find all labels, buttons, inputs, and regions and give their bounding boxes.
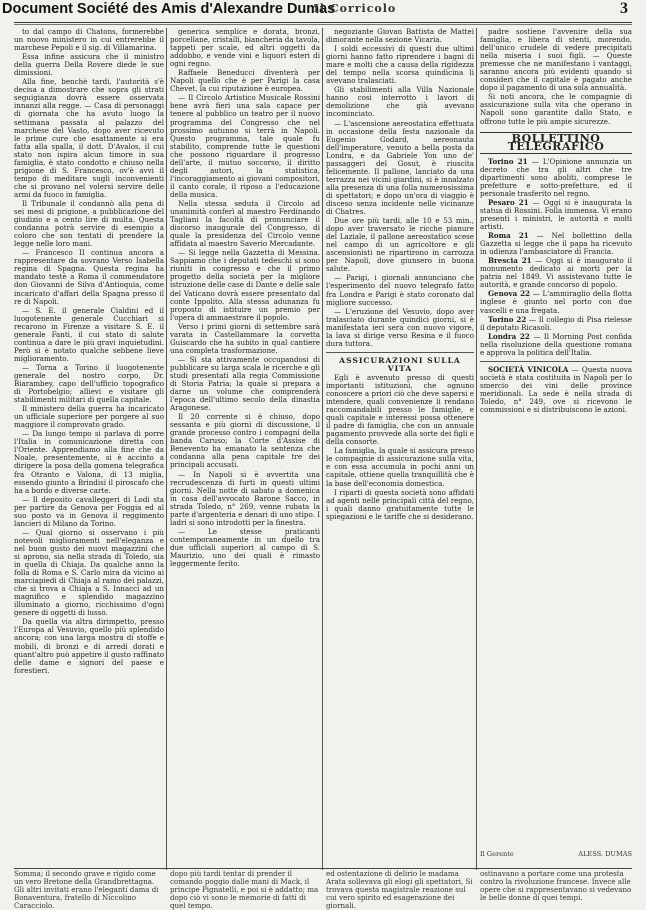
paragraph: Egli è avvenuto presso di questi importanti istituzioni, che ognuno conoscere a priori ciò che deve sapersi e intendere, quali convenienze li rendano raccomandabili presso le famiglie, e quali capitale e interessi possa ottenere il padre di famiglia, che con un annuale pagamento provvede alla sorte dei figli e della consorte. [326,372,474,447]
paragraph: Verso i primi giorni di settembre sarà varata in Castellammare la corvetta Guiscardo che ha subito in qual cantiere una completa trasformazione. [170,321,320,355]
paragraph: Si noti ancora, che le compagnie di assicurazione sulla vita che operano in Napoli sono garantite dallo Stato, e offrono tutte le più ampie sicurezze. [480,92,632,126]
paragraph: Nella stessa seduta il Circolo ad unanimità conferì al maestro Ferdinando Tagliani la facoltà di pronunciare il discorso inaugurale del Congresso, di quale la presidenza del Circolo venne affidata al maestro Saverio Mercadante. [170,198,320,249]
document-title: Document Société des Amis d'Alexandre Dumas [2,1,336,17]
telegraph-bulletin-heading: BOLLETTINO TELEGRAFICO [480,132,632,154]
paragraph: — S. E. il generale Cialdini ed il luogotenente generale Cucchiari si recarono in Firenze a visitare S. E. il generale Fanti, il cui stato di salute continua a dare le più gravi inquietudini. Però si è notato qualche sebbene lieve miglioramento. [14,305,164,363]
author-signature: ALESS. DUMAS [578,850,632,858]
feuilleton-col-4: ostinavano a portare come una protesta contro la rivoluzione francese. Invece alle opere che si rappresentavano si vedevano le belle donne di quei tempi. [480,869,632,902]
bulletin-item [480,158,632,198]
bulletin-text: — Il collegio di Pisa rielesse il deputato Ricasoli. [480,314,632,332]
section-separator [480,361,632,362]
bulletin-text: — L'ammiraglio della flotta inglese è giunto nel porto con due vascelli e una fregata. [480,289,632,315]
paragraph: — In Napoli si è avvertita una recrudescenza di furti in questi ultimi giorni. Nella notte di sabato a domenica in casa dell'avvocato Barone Sacco, in strada Toledo, n° 269, venne rubata la parte d'argenteria e denari di uno stipo. I ladri si sono introdotti per la finestra. [170,469,320,527]
bulletin-item [480,257,632,289]
society-text: Questa nuova società è stata costituita in Napoli per lo smercio dei vini delle province meridionali. La sede è nella strada di Toledo, n° 249, ove si ricevono le commissioni e si distribuiscono le azioni. [480,364,633,415]
paragraph: — Qual giorno si osservano i più notevoli miglioramenti nell'eleganza e nel buon gusto dei nuovi magazzini che si aprono, sia nella strada di Toledo, sia in quella di Chiaja. Da qualche anno la folla di Roma e S. Carlo mira da vicino ai marciapiedi di Chiaja al ramo dei palazzi, che si trova a Chiaja a S. Innacci ad un magnifico e splendido magazzino illuminato a giorno, ricchissimo d'ogni genere di oggetti di lusso. [14,527,164,618]
paragraph: Il 20 corrente si è chiuso, dopo sessanta e più giorni di discussione, il grande processo contro i compagni della banda Caruso; la Corte d'Assise di Benevento ha emanato la sentenza che condanna alla pena capitale tre dei principali accusati. [170,412,320,470]
paragraph: — Le stesse praticanti contemporaneamente in un duello tra due ufficiali superiori al campo di S. Maurizio, uno dei quali è rimasto leggermente ferito. [170,526,320,569]
column-divider [166,28,167,870]
paragraph: negoziante Giovan Battista de Mattei dimorante nella sezione Vicaria. [326,27,474,45]
society-notice: SOCIETÀ VINICOLA — Questa nuova società è stata costituita in Napoli per lo smercio dei vini delle province meridionali. La sede è nella strada di Toledo, n° 249, ove si ricevono le commissioni e si distribuiscono le azioni. [480,364,633,415]
paragraph: padre sostiene l'avvenire della sua famiglia, e libera di stenti, morendo, dell'unico crudele di vedere precipitati nella miseria i suoi figli. — Queste premesse che ne manifestano i vantaggi, saranno ancora più evidenti quando si consideri che il capitale è pagato anche dopo il pagamento di una sola annualità. [480,27,632,93]
bulletin-text: — L'Opinione annunzia un decreto che tra gli altri che tre dipartimenti sono aboliti, comprese le prefetture e sotto-prefetture, ed il personale trasferito nel regno. [480,156,632,198]
paragraph: Alla fine, benchè tardi, l'autorità s'è decisa a dimostrare che sopra gli strati seguigianza dovrà essere osservata innanzi alla regge. — Casa di personaggi di giornata che ha avuto luogo la settimana passata al palazzo del marchese del Vasto, dopo aver ricevuto le prime cure che esattamente si era fatta alla spalla, il dott. D'Avalos, il cui stato non ispira alcun timore in sua famiglia, è stato condotto e chiuso nella prigione di S. Francesco, ov'è avvi il tempo di meditare sugli inconvenienti che si provano nel volersi servire delle armi da fuoco in famiglia. [14,77,164,199]
bulletin-city: Roma 21 [488,231,529,241]
paragraph: to dal campo di Chatons, formerebbe un nuovo ministero in cui entrerebbe il marchese Pepoli e il sig. di Villamarina. [14,27,164,53]
bulletin-item [480,333,632,357]
page-number: 3 [620,0,628,17]
section-separator [326,352,474,353]
bulletin-text: — Oggi si è inaugurato il monumento dedicato ai morti per la patria nel 1849. Vi assistevano tutte le autorità, e grande concorso di popolo. [480,256,632,290]
paragraph: — Si sta attivamente occupandosi di pubblicare su larga scala le ricerche e gli studi presentati alla regia Commissione di Storia Patria; la quale si prepara a darne un volume che comprenderà l'epoca dell'ultimo secolo della dinastia Aragonese. [170,354,320,413]
feuilleton-row [14,869,632,910]
paragraph: Il Tribunale il condannò alla pena di sei mesi di prigione, a pubblicazione del giudizio e a cento lire di multa. Questa condanna potrà servire di esempio a coloro che son tentati di prendere la legge nelle loro mani. [14,198,164,249]
feuilleton-col-2: dopo più tardi tentar di prender il comando poggio dalle mani di Mack, il principe Pignatelli, e poi si è addatto; ma dopo ciò vi sono le memorie di fatti di quel tempo. [170,869,319,910]
paragraph: I riparti di questa società sono affidati ad agenti nelle principali città del regno, i quali danno gratuitamente tutte le spiegazioni e le tariffe che si desiderano. [326,487,474,521]
column-1 [14,28,164,868]
paragraph: La famiglia, la quale si assicura presso le compagnie di assicurazione sulla vita, e con essa accumula in pochi anni un capitale, ottiene quella tranquillità che è la base dell'economia domestica. [326,446,474,488]
paragraph: — Il Circolo Artistico Musicale Rossini bene avrà fieri una sala capace per tenere al pubblico un teatro per il nuovo programma del Congresso che nel prossimo autunno si terrà in Napoli. Questo programma, tale quale fu stabilito, comprende tutte le questioni che possono riguardare il progresso dell'arte, il mutuo soccorso, il diritto degli autori, la statistica, l'incoraggiamento ai giovani compositori, il canto corale, il riposo a l'educazione della musica. [170,93,320,199]
column-divider [322,28,323,870]
signature-block [480,850,632,858]
paragraph: Gli stabilimenti alla Villa Nazionale hanno così interrotto i lavori di demolizione che già avevano incominciato. [326,85,474,119]
bulletin-item [480,290,632,314]
header-rule [14,22,632,23]
masthead: Il Corricolo [313,2,397,15]
bulletin-text: — Nel bollettino della Gazzetta si legge che il papa ha ricevuto in udienza l'ambasciatore di Francia. [480,231,632,257]
bulletin-item [480,232,632,256]
column-divider [476,28,477,870]
bulletin-city: Brescia 21 [488,256,532,266]
column-4 [480,28,632,868]
paragraph: Raffaele Beneducci diventerà per Napoli quello che è per Parigi la casa Chevet, la cui riputazione è europea. [170,68,320,94]
bulletin-city: Torino 22 [488,314,527,324]
paragraph: — L'eruzione del Vesuvio, dopo aver tralasciato durante quindici giorni, si è manifestata ieri sera con nuovo vigore, la lava si dirige verso Resina e il fuoco dura tuttora. [326,306,474,348]
paragraph: — Torna a Torino il luogotenente generale del nostro corpo, Dr. Biarambey, capo dell'ufficio topografico di Portobelgio; allievi e visitare gli stabilimenti militari di quella capitale. [14,362,164,405]
bulletin-item [480,316,632,332]
gerente-label: Il Gerente [480,850,514,858]
bulletin-text: — Oggi si è inaugurata la statua di Rossini. Folla immensa. Vi erano presenti i ministri, le autorità e molti artisti. [480,197,632,232]
bulletin-city: Genova 22 [488,289,530,299]
section-heading: ASSICURAZIONI SULLA VITA [339,355,461,373]
bulletin-city: Pesaro 21 [488,197,529,207]
column-2 [170,28,320,868]
paragraph: generica semplice e dorata, bronzi, porcellane, cristalli, biancheria da tavola, tappeti per scale, ed altri oggetti da addobbo, e vende vini e liquori esteri di ogni regno. [170,27,320,69]
paragraph: — Il deposito cavalleggeri di Lodi sta per partire da Genova per Foggia ed al suo posto va in Genova il reggimento lancieri di Milano da Torino. [14,494,164,528]
paragraph: Due ore più tardi, alle 10 e 53 min., dopo aver traversato le ricche pianure del Laziale, il pallone aereostatico scese nel campo di un agricoltore e gli ascensionisti ne ripartirono in carrozza per Napoli, dove giunsero in buona salute. [326,216,474,274]
feuilleton-col-3: ed ostentazione di delirio le madama Arata sollevava gli elogi gli spettatori, Si trovava questa magistrale reazione sul cui vero spirito ed esagerazione dei giornali. [326,869,473,910]
society-title: SOCIETÀ VINICOLA [488,364,569,374]
paragraph: Il ministero della guerra ha incaricato un ufficiale superiore per porgere al suo maggiore il comprovato grado. [14,404,164,430]
bulletin-city: Londra 22 [488,331,530,341]
paragraph: — Francesco II continua ancora a rappresentare da sovrano Verso Isabella regina di Spagna. Questa regina ha mandato testè a Roma il commendatore don Giovanni de Silva d'Antioquia, come incaricato d'affari della Spagna presso il re di Napoli. [14,248,164,306]
bulletin-item [480,199,632,231]
bulletin-city: Torino 21 [488,156,528,166]
feuilleton-col-1: Somma; il secondo grave e rigido come un vero Bretone della Grandbrettagna. Gli altri invitati erano l'eleganti dama di Bonaventura, fratello di Niccolino Caracciolo. [14,869,159,910]
paragraph: Da quella via altra dirimpetto, presso l'Europa al Vesuvio, quello più splendido ancora; con una larga mostra di stoffe e mobili, di bronzi e di arredi dorati e quant'altro può appetire il gusto raffinato delle dame e signori del paese e forestieri. [14,617,164,675]
paragraph: — Da lungo tempo si parlava di porre l'Italia in comunicazione diretta con l'Oriente. Apprendiamo alla fine che da Noale, presentemente, si è accinto a dirigere la posa della gomena telegrafica fra Otranto e Valona, di 13 miglia, essendo giunto a Brindisi il piroscafo che ha a bordo e diverse carte. [14,429,164,495]
bulletin-text: — Il Morning Post confida nella risoluzione della questione romana e approva la politica dell'Italia. [480,331,632,357]
paragraph: Essa infine assicura che il ministro della guerra Della Rovere diede le sue dimissioni. [14,52,164,78]
paragraph: I soldi eccessivi di questi due ultimi giorni hanno fatto riprendere i bagni di mare e molti che a causa della rigidezza del tempo nella scorsa quindicina li avevano tralasciati. [326,44,474,86]
column-3 [326,28,474,868]
header-rule-secondary [14,24,632,25]
paragraph: — Si legge nella Gazzetta di Messina. Sappiamo che i deputati tedeschi si sono riuniti in congresso e che il primo progetto della società per la migliore istruzione delle case di Dante e delle sale del Vaticano dovrà essere presentato dal conte Ippolito. Alla stessa adunanza fu proposto di istituire un premio per l'opera di ammaestrare il popolo. [170,248,320,322]
paragraph: — Parigi, i giornali annunciano che l'esperimento del nuovo telegrafo fatto fra Londra e Parigi è stato coronato dal migliore successo. [326,273,474,307]
paragraph: — L'ascensione aereostatica effettuata in occasione della festa nazionale da Eugenio Godard, aereonauta dell'imperatore, venuto a bella posta da Londra, e da Gabriele Yon uno de' passaggeri del Gosut, è riuscita felicemente. Il pallone, lanciato da una terrazza nei vicini giardini, si è innalzato alla presenza di una folla numerosissima di spettatori; e dopo un'ora di viaggio è disceso senza incidente nelle vicinanze di Chatres. [326,118,474,217]
